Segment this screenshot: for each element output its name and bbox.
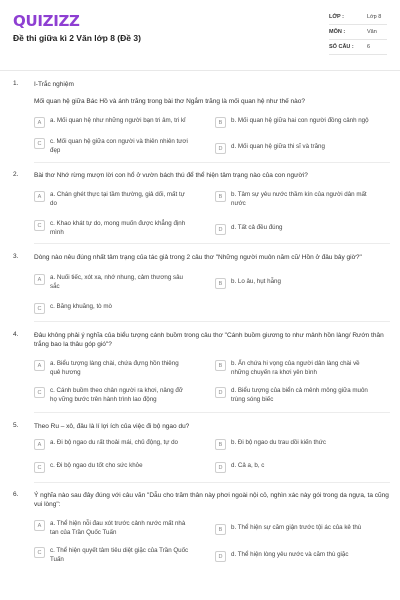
option-text: c. Băng khuăng, tò mò: [50, 303, 112, 310]
option-text: d. Tất cả đều đúng: [231, 224, 283, 231]
option-text: d. Cả a, b, c: [231, 462, 265, 469]
option-text: a. Biểu tượng làng chài, chứa đựng hồn thiêng quê hương: [50, 360, 179, 376]
question-subtext: Mối quan hệ giữa Bác Hồ và ánh trăng trong bài thơ Ngắm trăng là mối quan hệ như thế nào?: [34, 98, 305, 105]
option-text: a. Nuối tiếc, xót xa, nhớ nhung, cảm thương sâu sắc: [50, 274, 183, 290]
option-d[interactable]: [215, 551, 400, 562]
option-a[interactable]: [34, 360, 190, 377]
question-number: 6.: [13, 491, 19, 498]
header-divider: [0, 70, 400, 71]
option-letter-box: B: [215, 360, 226, 371]
meta-table: [329, 10, 387, 55]
question-number: 3.: [13, 253, 19, 260]
question-number: 5.: [13, 422, 19, 429]
worksheet-title: Đề thi giữa kì 2 Văn lớp 8 (Đề 3): [13, 33, 141, 43]
option-text: c. Khao khát tự do, mong muốn được khẳng định mình: [50, 220, 186, 236]
option-text: c. Đi bộ ngao du tốt cho sức khỏe: [50, 462, 143, 469]
option-letter-box: C: [34, 547, 45, 558]
meta-value: 6: [367, 44, 371, 50]
option-letter-box: A: [34, 191, 45, 202]
option-letter-box: D: [215, 551, 226, 562]
meta-value: Văn: [367, 29, 377, 35]
option-text: b. Đi bộ ngao du trau dồi kiến thức: [231, 439, 326, 446]
question-text: Đâu không phải ý nghĩa của biểu tượng cánh buồm trong câu thơ "Cánh buồm giương to như mảnh hồn làng/ Rướn thân trắng bao la thâu góp gió"?: [34, 332, 384, 348]
question-text: Dòng nào nêu đúng nhất tâm trạng của tác giả trong 2 câu thơ "Những người muôn năm cũ/ Hồn ở đâu bây giờ?": [34, 254, 362, 261]
option-text: c. Thể hiện quyết tâm tiêu diệt giặc của Trần Quốc Tuấn: [50, 547, 189, 563]
option-letter-box: C: [34, 220, 45, 231]
option-b[interactable]: [215, 278, 371, 289]
option-b[interactable]: [215, 360, 371, 377]
option-letter-box: A: [34, 360, 45, 371]
option-d[interactable]: [215, 387, 371, 404]
question-separator: [34, 482, 390, 483]
option-b[interactable]: [215, 117, 400, 128]
question-text: Theo Ru – xô, đâu là lí lợi ích của việc đi bộ ngao du?: [34, 423, 190, 430]
option-c[interactable]: [34, 303, 190, 314]
meta-label: SỐ CÂU :: [329, 44, 354, 50]
option-letter-box: B: [215, 524, 226, 535]
question-number: 2.: [13, 171, 19, 178]
option-text: c. Mối quan hệ giữa con người và thiên nhiên tươi đẹp: [50, 138, 188, 154]
option-letter-box: B: [215, 191, 226, 202]
option-text: b. Mối quan hệ giữa hai con người đồng cảnh ngộ: [231, 117, 369, 124]
option-a[interactable]: [34, 520, 190, 537]
option-d[interactable]: [215, 224, 371, 235]
question-text: I-Trắc nghiệm: [34, 81, 74, 88]
question-number: 1.: [13, 80, 19, 87]
option-a[interactable]: [34, 117, 190, 128]
option-letter-box: C: [34, 138, 45, 149]
question-separator: [34, 321, 390, 322]
option-text: b. Ấn chứa hi vọng của người dân làng chài về những chuyến ra khơi yên bình: [231, 360, 360, 376]
option-text: b. Tâm sự yêu nước thầm kín của người dân mất nước: [231, 191, 367, 207]
option-c[interactable]: [34, 138, 190, 155]
option-text: d. Biểu tượng của biển cả mênh mông giữa muôn trùng sóng biếc: [231, 387, 368, 403]
option-text: a. Mối quan hệ như những người bạn tri âm, tri kỉ: [50, 117, 186, 124]
meta-row-question-count: [329, 40, 387, 55]
option-letter-box: A: [34, 439, 45, 450]
option-c[interactable]: [34, 220, 190, 237]
option-text: b. Lo âu, hụt hẫng: [231, 278, 281, 285]
meta-row-subject: [329, 25, 387, 40]
option-letter-box: A: [34, 117, 45, 128]
option-c[interactable]: [34, 462, 190, 473]
meta-value: Lớp 8: [367, 14, 382, 20]
option-d[interactable]: [215, 462, 371, 473]
option-letter-box: A: [34, 520, 45, 531]
question-separator: [34, 162, 390, 163]
option-text: d. Thể hiện lòng yêu nước và căm thù giặc: [231, 551, 349, 558]
option-letter-box: D: [215, 143, 226, 154]
option-letter-box: D: [215, 462, 226, 473]
option-letter-box: B: [215, 117, 226, 128]
question-separator: [34, 412, 390, 413]
question-text: Ý nghĩa nào sau đây đúng với câu văn "Dẫu cho trăm thân này phơi ngoài nội cỏ, nghìn xác này gói trong da ngựa, ta cũng vui lòng":: [34, 492, 389, 508]
option-c[interactable]: [34, 547, 190, 564]
option-letter-box: C: [34, 387, 45, 398]
worksheet-header: [0, 0, 400, 68]
option-text: a. Thể hiện nỗi đau xót trước cảnh nước mất nhà tan của Trần Quốc Tuấn: [50, 520, 186, 536]
option-d[interactable]: [215, 143, 371, 154]
option-letter-box: B: [215, 439, 226, 450]
option-a[interactable]: [34, 191, 190, 208]
option-letter-box: A: [34, 274, 45, 285]
quizizz-logo: QUIZIZZ: [13, 12, 80, 30]
meta-row-class: [329, 10, 387, 25]
option-text: a. Chán ghét thực tại tầm thường, giả dối, mất tự do: [50, 191, 185, 207]
question-text: Bài thơ Nhớ rừng mượn lời con hổ ở vườn bách thú để thể hiện tâm trạng nào của con người?: [34, 172, 308, 179]
option-letter-box: D: [215, 387, 226, 398]
option-b[interactable]: [215, 524, 400, 535]
option-letter-box: D: [215, 224, 226, 235]
option-letter-box: C: [34, 303, 45, 314]
option-letter-box: C: [34, 462, 45, 473]
option-b[interactable]: [215, 191, 371, 208]
question-separator: [34, 243, 390, 244]
option-a[interactable]: [34, 439, 220, 450]
option-letter-box: B: [215, 278, 226, 289]
option-text: c. Cánh buồm theo chân người ra khơi, nâng đỡ họ vững bước trên hành trình lao động: [50, 387, 183, 403]
option-text: a. Đi bộ ngao du rất thoải mái, chủ động, tự do: [50, 439, 178, 446]
option-text: d. Mối quan hệ giữa thi sĩ và trăng: [231, 143, 325, 150]
option-a[interactable]: [34, 274, 190, 291]
question-number: 4.: [13, 331, 19, 338]
option-text: b. Thể hiện sự căm giận trước tội ác của kẻ thù: [231, 524, 362, 531]
option-b[interactable]: [215, 439, 371, 450]
meta-label: LỚP :: [329, 14, 344, 20]
meta-label: MÔN :: [329, 29, 346, 35]
option-c[interactable]: [34, 387, 190, 404]
